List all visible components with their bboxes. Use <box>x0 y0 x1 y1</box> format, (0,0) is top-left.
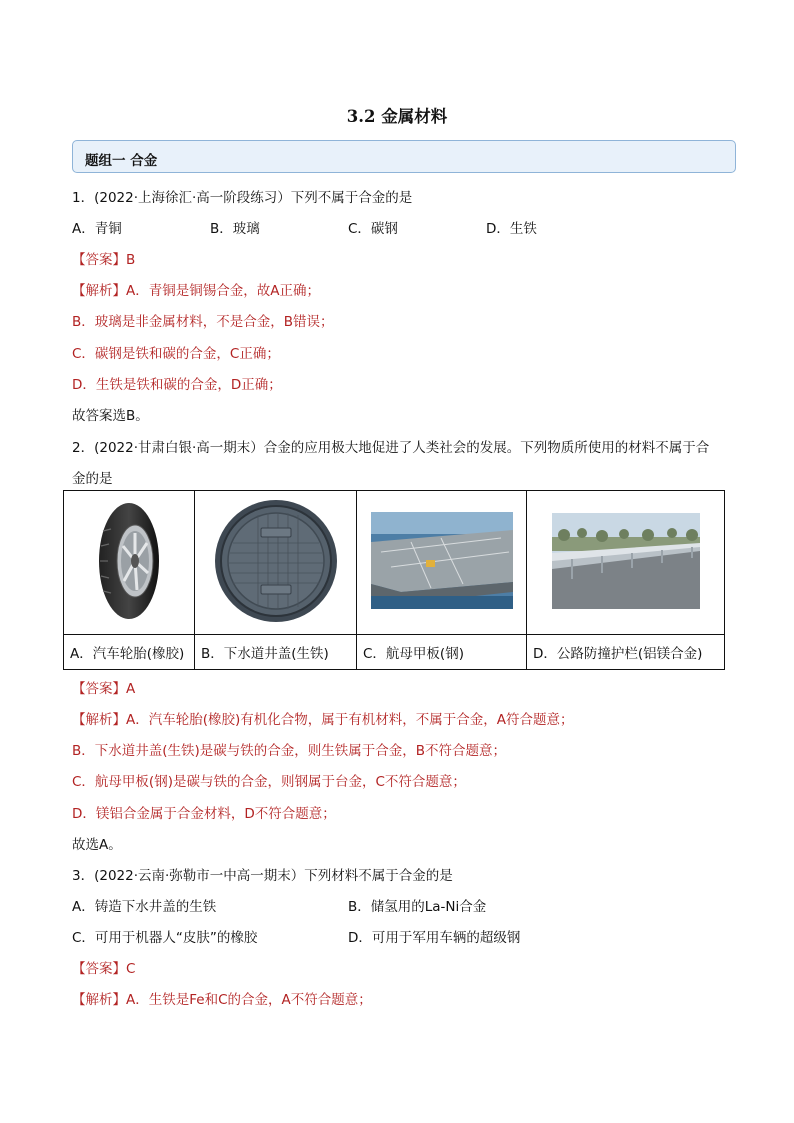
caption-b: B．下水道井盖(生铁) <box>195 635 357 670</box>
q2-image-table <box>63 490 725 670</box>
q1-stem: 1．(2022·上海徐汇·高一阶段练习）下列不属于合金的是 <box>72 190 413 206</box>
q3-analysis-1 <box>72 988 372 1008</box>
carrier-deck-image <box>371 512 513 609</box>
q1-option-c: C．碳钢 <box>348 221 398 237</box>
group-header-box <box>72 140 736 173</box>
page-title: 3.2 金属材料 <box>346 107 448 126</box>
q3-answer-value: C <box>126 961 136 977</box>
q2-answer-value: A <box>126 681 136 697</box>
q2-analysis-2: B．下水道井盖(生铁)是碳与铁的合金，则生铁属于合金，B不符合题意； <box>72 743 507 759</box>
q1-answer <box>72 248 135 268</box>
caption-d: D．公路防撞护栏(铝镁合金) <box>527 635 725 670</box>
manhole-cover-image <box>213 498 339 624</box>
q2-conclusion: 故选A。 <box>72 837 122 853</box>
q1-option-b: B．玻璃 <box>210 221 260 237</box>
q2-stem-line2: 金的是 <box>72 471 113 487</box>
q3-option-c: C．可用于机器人“皮肤”的橡胶 <box>72 930 258 946</box>
q1-analysis-4: D．生铁是铁和碳的合金，D正确； <box>72 377 282 393</box>
q1-answer-tag: 【答案】 <box>72 252 126 268</box>
tire-image-cell <box>64 491 195 635</box>
q2-analysis-3: C．航母甲板(钢)是碳与铁的合金，则钢属于台金，C不符合题意； <box>72 774 466 790</box>
q3-analysis-text-1: A．生铁是Fe和C的合金，A不符合题意； <box>126 992 372 1008</box>
q1-analysis-tag: 【解析】 <box>72 283 126 299</box>
q3-option-a: A．铸造下水井盖的生铁 <box>72 899 217 915</box>
q1-conclusion: 故答案选B。 <box>72 408 149 424</box>
q3-answer-tag: 【答案】 <box>72 961 126 977</box>
q2-analysis-4: D．镁铝合金属于合金材料，D不符合题意； <box>72 806 336 822</box>
caption-a: A．汽车轮胎(橡胶) <box>64 635 195 670</box>
caption-c: C．航母甲板(钢) <box>357 635 527 670</box>
q2-answer-tag: 【答案】 <box>72 681 126 697</box>
q3-answer <box>72 957 135 977</box>
group-header: 题组一 合金 <box>85 153 158 169</box>
q1-analysis-text-1: A．青铜是铜锡合金，故A正确； <box>126 283 320 299</box>
guardrail-image-cell <box>527 491 725 635</box>
q3-stem: 3．(2022·云南·弥勒市一中高一期末）下列材料不属于合金的是 <box>72 868 453 884</box>
q2-analysis-tag: 【解析】 <box>72 712 126 728</box>
q2-answer <box>72 677 135 697</box>
carrier-deck-image-cell <box>357 491 527 635</box>
q1-analysis-1 <box>72 279 320 299</box>
q1-option-a: A．青铜 <box>72 221 122 237</box>
q2-analysis-text-1: A．汽车轮胎(橡胶)有机化合物，属于有机材料，不属于合金，A符合题意； <box>126 712 574 728</box>
tire-image <box>97 501 161 621</box>
q3-analysis-tag: 【解析】 <box>72 992 126 1008</box>
guardrail-image <box>552 513 700 609</box>
q1-analysis-2: B．玻璃是非金属材料，不是合金，B错误； <box>72 314 334 330</box>
q2-stem-line1: 2．(2022·甘肃白银·高一期末）合金的应用极大地促进了人类社会的发展。下列物质所使用的材料不属于合 <box>72 440 710 456</box>
q1-answer-value: B <box>126 252 136 268</box>
manhole-image-cell <box>195 491 357 635</box>
q3-option-b: B．储氢用的La-Ni合金 <box>348 899 487 915</box>
q1-option-d: D．生铁 <box>486 221 537 237</box>
q1-analysis-3: C．碳钢是铁和碳的合金，C正确； <box>72 346 280 362</box>
q2-analysis-1 <box>72 708 574 728</box>
q3-option-d: D．可用于军用车辆的超级钢 <box>348 930 521 946</box>
